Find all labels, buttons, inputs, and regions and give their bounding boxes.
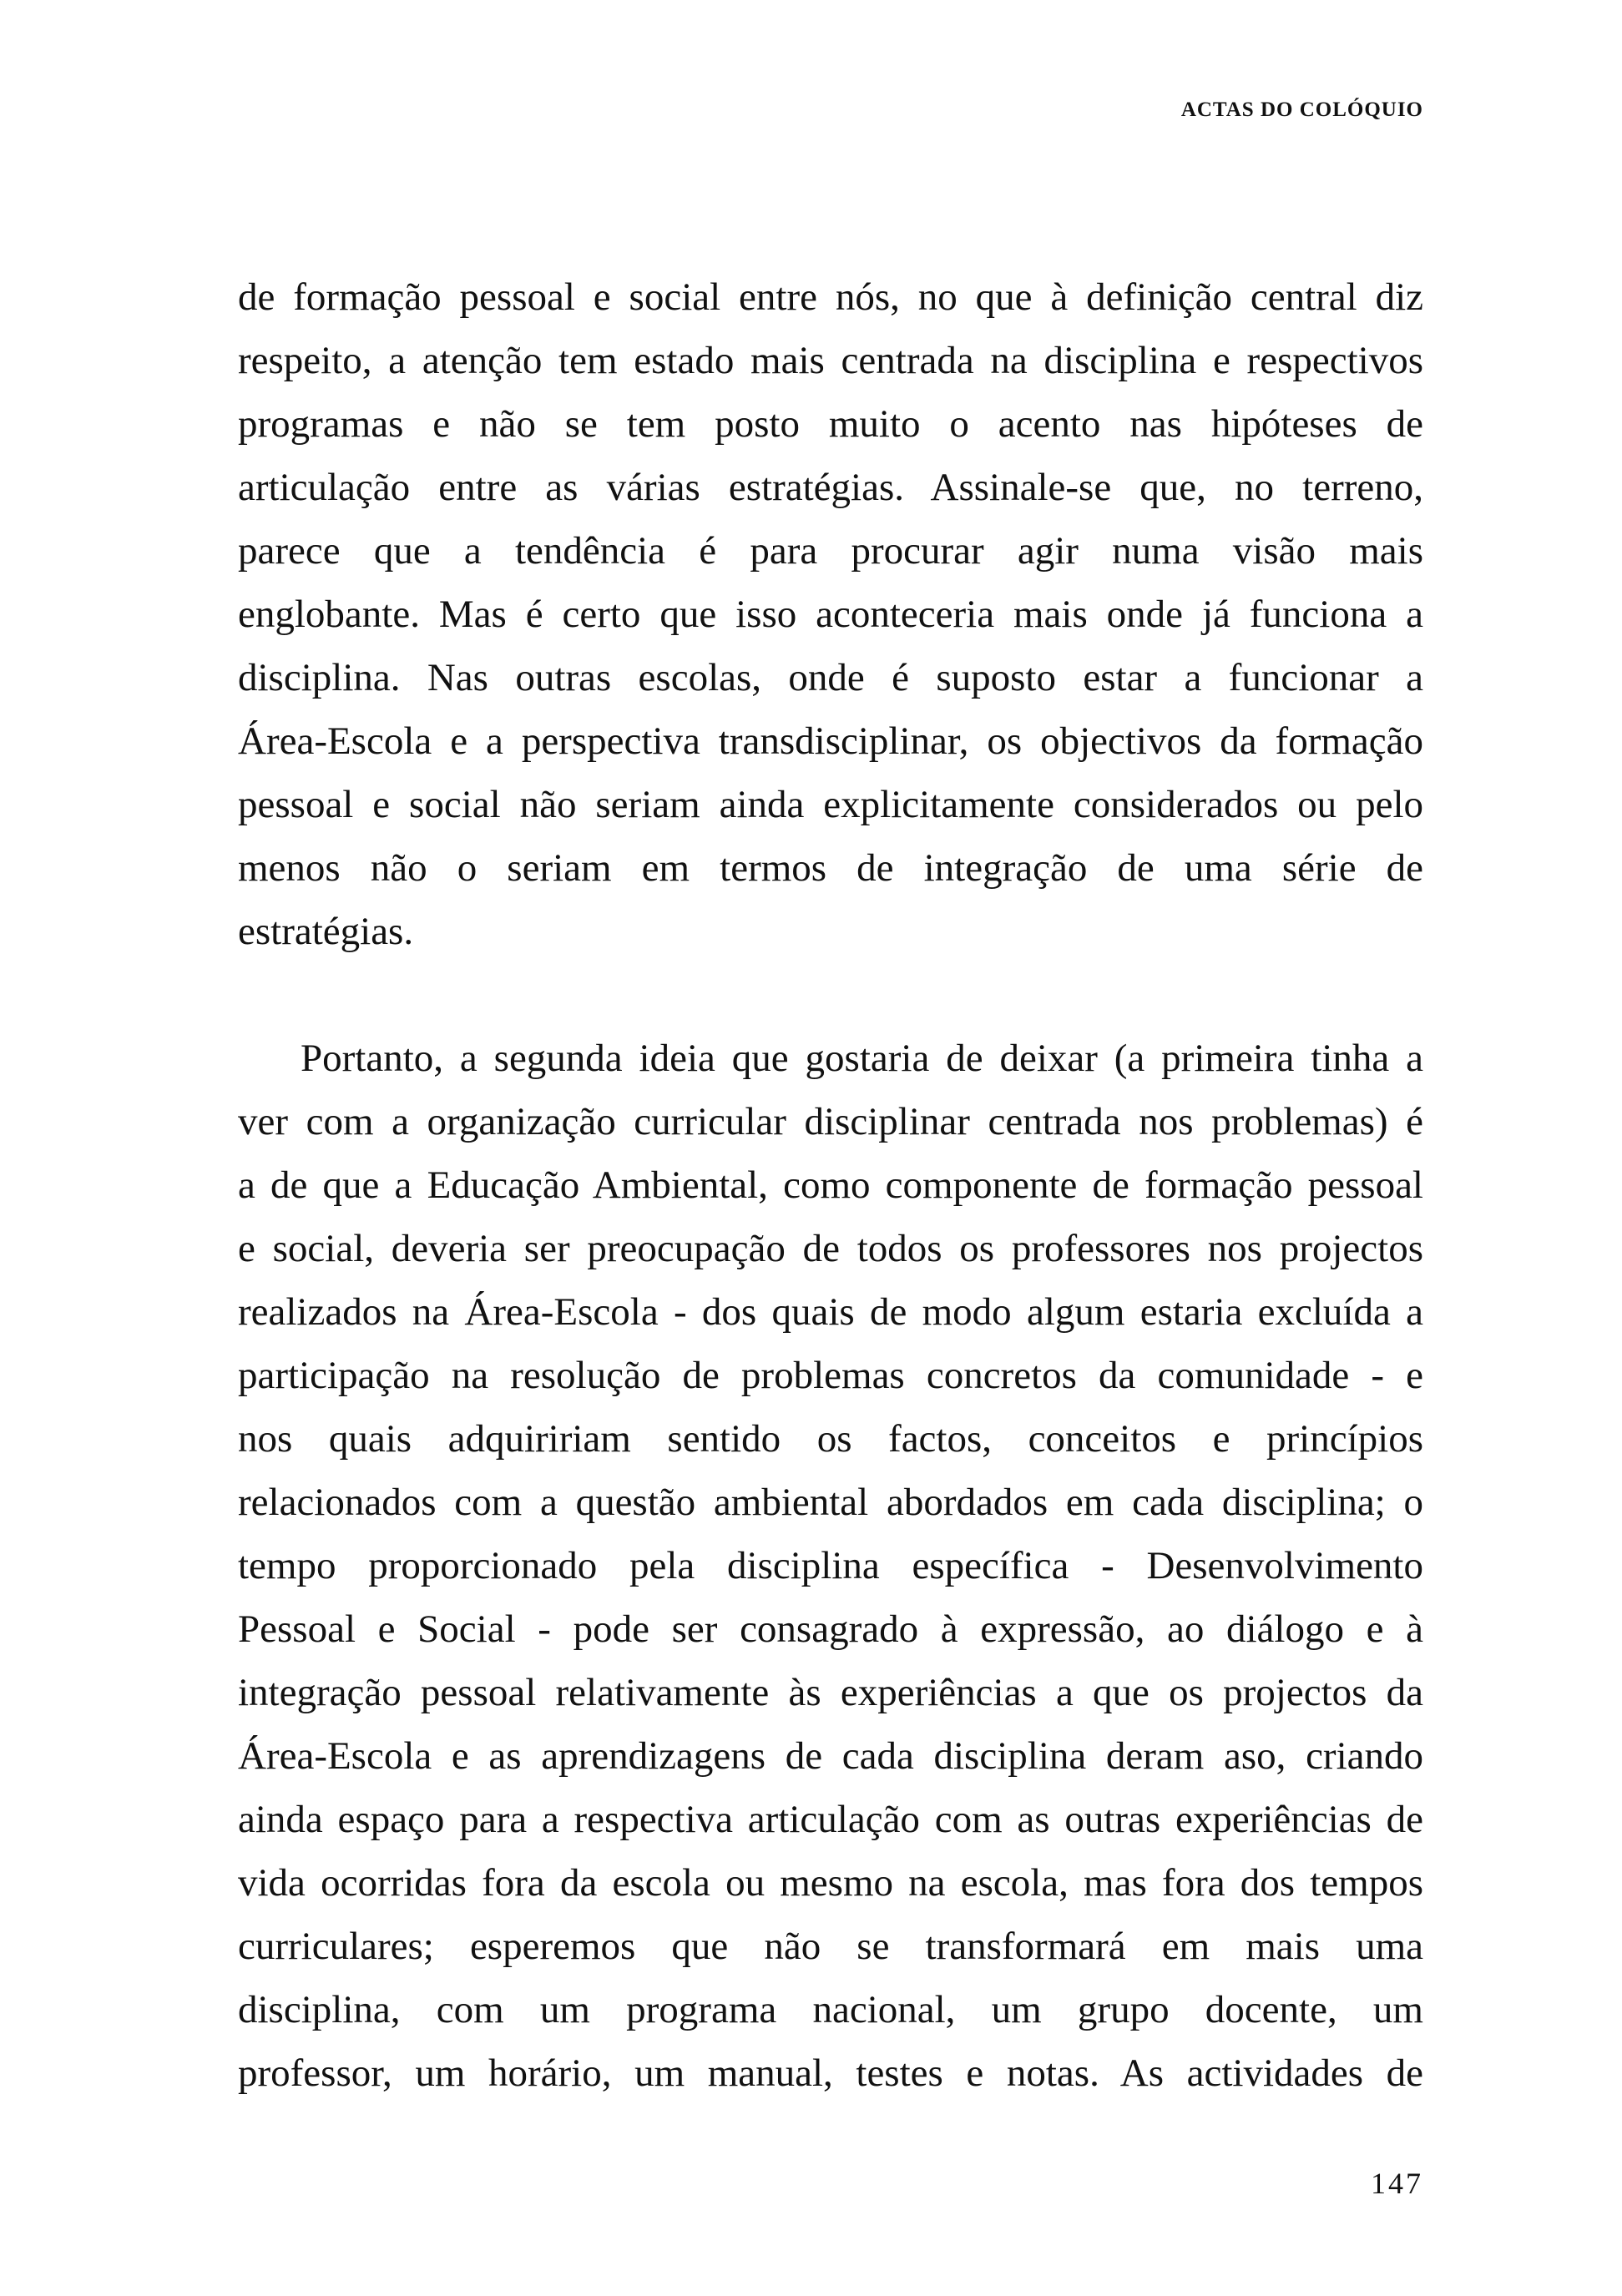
text-line: respeito, a atenção tem estado mais centrada na disciplina e respectivos	[238, 339, 1423, 382]
text-line: Portanto, a segunda ideia que gostaria de deixar (a primeira tinha a	[301, 1037, 1423, 1080]
text-line: vida ocorridas fora da escola ou mesmo na escola, mas fora dos tempos	[238, 1861, 1423, 1905]
text-line: realizados na Área-Escola - dos quais de modo algum estaria excluída a	[238, 1290, 1423, 1334]
text-line: menos não o seriam em termos de integração de uma série de	[238, 846, 1423, 890]
text-line: parece que a tendência é para procurar agir numa visão mais	[238, 529, 1423, 573]
text-line: a de que a Educação Ambiental, como componente de formação pessoal	[238, 1163, 1423, 1207]
text-line: pessoal e social não seriam ainda explicitamente considerados ou pelo	[238, 783, 1423, 826]
body-text	[238, 265, 1423, 2105]
text-line: disciplina. Nas outras escolas, onde é suposto estar a funcionar a	[238, 656, 1423, 699]
text-line: ainda espaço para a respectiva articulação com as outras experiências de	[238, 1798, 1423, 1841]
text-line: programas e não se tem posto muito o acento nas hipóteses de	[238, 402, 1423, 446]
text-line: englobante. Mas é certo que isso aconteceria mais onde já funciona a	[238, 593, 1423, 636]
text-line: estratégias.	[238, 910, 414, 953]
text-line: integração pessoal relativamente às experiências a que os projectos da	[238, 1671, 1423, 1714]
text-line: articulação entre as várias estratégias. Assinale-se que, no terreno,	[238, 466, 1423, 509]
paragraph-2	[238, 1027, 1423, 2105]
text-line: ver com a organização curricular disciplinar centrada nos problemas) é	[238, 1100, 1423, 1143]
text-line: Área-Escola e as aprendizagens de cada disciplina deram aso, criando	[238, 1734, 1423, 1778]
text-line: Pessoal e Social - pode ser consagrado à expressão, ao diálogo e à	[238, 1607, 1423, 1651]
text-line: de formação pessoal e social entre nós, no que à definição central diz	[238, 275, 1423, 319]
text-line: professor, um horário, um manual, testes e notas. As actividades de	[238, 2051, 1423, 2095]
text-line: relacionados com a questão ambiental abordados em cada disciplina; o	[238, 1481, 1423, 1524]
running-header: ACTAS DO COLÓQUIO	[1180, 98, 1423, 121]
page-number: 147	[1371, 2167, 1423, 2200]
text-line: Área-Escola e a perspectiva transdisciplinar, os objectivos da formação	[238, 719, 1423, 763]
text-line: tempo proporcionado pela disciplina específica - Desenvolvimento	[238, 1544, 1423, 1587]
text-line: nos quais adquiririam sentido os factos, conceitos e princípios	[238, 1417, 1423, 1461]
paragraph-1	[238, 265, 1423, 963]
text-line: curriculares; esperemos que não se transformará em mais uma	[238, 1925, 1423, 1968]
text-line: e social, deveria ser preocupação de todos os professores nos projectos	[238, 1227, 1423, 1270]
text-line: disciplina, com um programa nacional, um grupo docente, um	[238, 1988, 1423, 2031]
text-line: participação na resolução de problemas concretos da comunidade - e	[238, 1354, 1423, 1397]
paragraph-spacer	[238, 963, 1423, 1027]
